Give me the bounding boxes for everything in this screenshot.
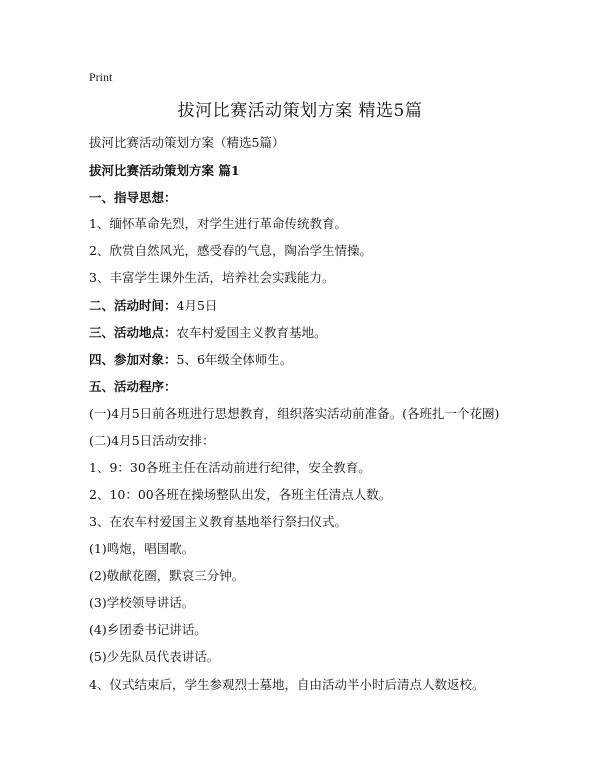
procedure-line: 3、在农车村爱国主义教育基地举行祭扫仪式。 [89, 514, 347, 529]
procedure-line: 1、9：30各班主任在活动前进行纪律，安全教育。 [89, 460, 371, 475]
procedure-line: 4、仪式结束后，学生参观烈士墓地，自由活动半小时后清点人数返校。 [89, 677, 485, 692]
procedure-line: (1)鸣炮，唱国歌。 [89, 541, 195, 556]
guiding-item: 3、丰富学生课外生活，培养社会实践能力。 [89, 270, 335, 285]
document-title: 拔河比赛活动策划方案 精选5篇 [177, 101, 423, 121]
participants-value: 5、6年级全体师生。 [176, 352, 293, 367]
procedure-line: (二)4月5日活动安排： [89, 433, 215, 448]
activity-location-label: 三、活动地点： [89, 325, 177, 340]
activity-time-value: 4月5日 [176, 298, 218, 313]
section-title: 拔河比赛活动策划方案 篇1 [89, 163, 240, 178]
procedure-line: (2)敬献花圈，默哀三分钟。 [89, 568, 245, 583]
guiding-item: 1、缅怀革命先烈，对学生进行革命传统教育。 [89, 216, 347, 231]
guiding-item: 2、欣赏自然风光，感受春的气息，陶冶学生情操。 [89, 243, 372, 258]
procedure-line: (4)乡团委书记讲话。 [89, 622, 207, 637]
procedure-line: (一)4月5日前各班进行思想教育，组织落实活动前准备。(各班扎一个花圈) [89, 406, 500, 421]
procedure-heading: 五、活动程序： [89, 379, 177, 394]
document-subtitle: 拔河比赛活动策划方案（精选5篇） [89, 135, 285, 150]
activity-location [89, 323, 327, 341]
participants-label: 四、参加对象： [89, 352, 177, 367]
activity-location-value: 农车村爱国主义教育基地。 [176, 325, 327, 340]
procedure-line: 2、10：00各班在操场整队出发，各班主任清点人数。 [89, 487, 392, 502]
procedure-line: (5)少先队员代表讲话。 [89, 649, 220, 664]
print-label: Print [89, 70, 113, 84]
guiding-heading: 一、指导思想： [89, 190, 177, 205]
activity-time-label: 二、活动时间： [89, 298, 177, 313]
participants [89, 350, 292, 368]
activity-time [89, 296, 217, 314]
procedure-line: (3)学校领导讲话。 [89, 595, 195, 610]
